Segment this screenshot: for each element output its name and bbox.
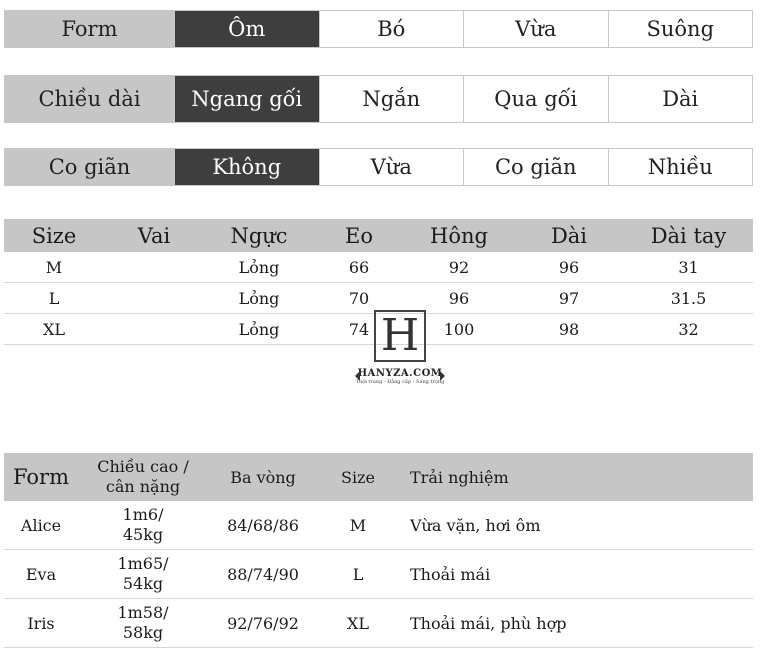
cell: 1m6/ 45kg	[78, 501, 208, 550]
length-row	[4, 75, 753, 123]
size-table-header	[4, 219, 753, 252]
logo-tagline: Thời trang - Đẳng cấp - Sang trọng	[355, 379, 445, 385]
cell: 66	[314, 252, 404, 283]
cell: L	[4, 283, 104, 314]
col-header: Ba vòng	[208, 453, 318, 501]
form-row	[4, 10, 753, 48]
table-row	[4, 283, 753, 314]
stretch-row	[4, 148, 753, 186]
col-header: Form	[4, 453, 78, 501]
model-table	[4, 453, 753, 648]
cell	[104, 283, 204, 314]
col-header: Trải nghiệm	[398, 453, 753, 501]
cell: 70	[314, 283, 404, 314]
option-vua[interactable]: Vừa	[463, 11, 608, 47]
brand-logo	[350, 310, 450, 385]
cell: 97	[514, 283, 624, 314]
table-row	[4, 501, 753, 550]
cell: 100	[404, 314, 514, 345]
row-label: Form	[5, 11, 174, 47]
cell: 1m65/ 54kg	[78, 550, 208, 599]
cell: 96	[514, 252, 624, 283]
cell: Thoải mái, phù hợp	[398, 599, 753, 648]
cell: 31.5	[624, 283, 753, 314]
logo-letter: H	[374, 310, 426, 362]
col-header: Chiều cao / cân nặng	[78, 453, 208, 501]
cell: Vừa vặn, hơi ôm	[398, 501, 753, 550]
cell	[104, 252, 204, 283]
table-row	[4, 599, 753, 648]
cell: 74	[314, 314, 404, 345]
cell: L	[318, 550, 398, 599]
col-header: Dài	[514, 219, 624, 252]
cell: 88/74/90	[208, 550, 318, 599]
col-header: Vai	[104, 219, 204, 252]
cell: Lỏng	[204, 283, 314, 314]
cell: 84/68/86	[208, 501, 318, 550]
option-khong[interactable]: Không	[174, 149, 319, 185]
cell: 92	[404, 252, 514, 283]
cell: Alice	[4, 501, 78, 550]
cell: 96	[404, 283, 514, 314]
cell: 31	[624, 252, 753, 283]
col-header: Hông	[404, 219, 514, 252]
cell: M	[4, 252, 104, 283]
cell: Iris	[4, 599, 78, 648]
cell	[104, 314, 204, 345]
row-label: Chiều dài	[5, 76, 174, 122]
cell: 98	[514, 314, 624, 345]
cell: XL	[318, 599, 398, 648]
cell: 1m58/ 58kg	[78, 599, 208, 648]
option-qua-goi[interactable]: Qua gối	[463, 76, 608, 122]
table-row	[4, 550, 753, 599]
option-om[interactable]: Ôm	[174, 11, 319, 47]
cell: 32	[624, 314, 753, 345]
option-bo[interactable]: Bó	[319, 11, 464, 47]
option-ngang-goi[interactable]: Ngang gối	[174, 76, 319, 122]
col-header: Dài tay	[624, 219, 753, 252]
option-suong[interactable]: Suông	[608, 11, 753, 47]
table-row	[4, 252, 753, 283]
option-vua[interactable]: Vừa	[319, 149, 464, 185]
cell: Lỏng	[204, 314, 314, 345]
cell: XL	[4, 314, 104, 345]
cell: Eva	[4, 550, 78, 599]
option-nhieu[interactable]: Nhiều	[608, 149, 753, 185]
col-header: Ngực	[204, 219, 314, 252]
cell: Thoải mái	[398, 550, 753, 599]
col-header: Size	[318, 453, 398, 501]
option-ngan[interactable]: Ngắn	[319, 76, 464, 122]
cell: M	[318, 501, 398, 550]
row-label: Co giãn	[5, 149, 174, 185]
option-co-gian[interactable]: Co giãn	[463, 149, 608, 185]
col-header: Eo	[314, 219, 404, 252]
cell: 92/76/92	[208, 599, 318, 648]
option-dai[interactable]: Dài	[608, 76, 753, 122]
cell: Lỏng	[204, 252, 314, 283]
model-table-header	[4, 453, 753, 501]
col-header: Size	[4, 219, 104, 252]
logo-brand: HANYZA.COM	[350, 368, 450, 379]
